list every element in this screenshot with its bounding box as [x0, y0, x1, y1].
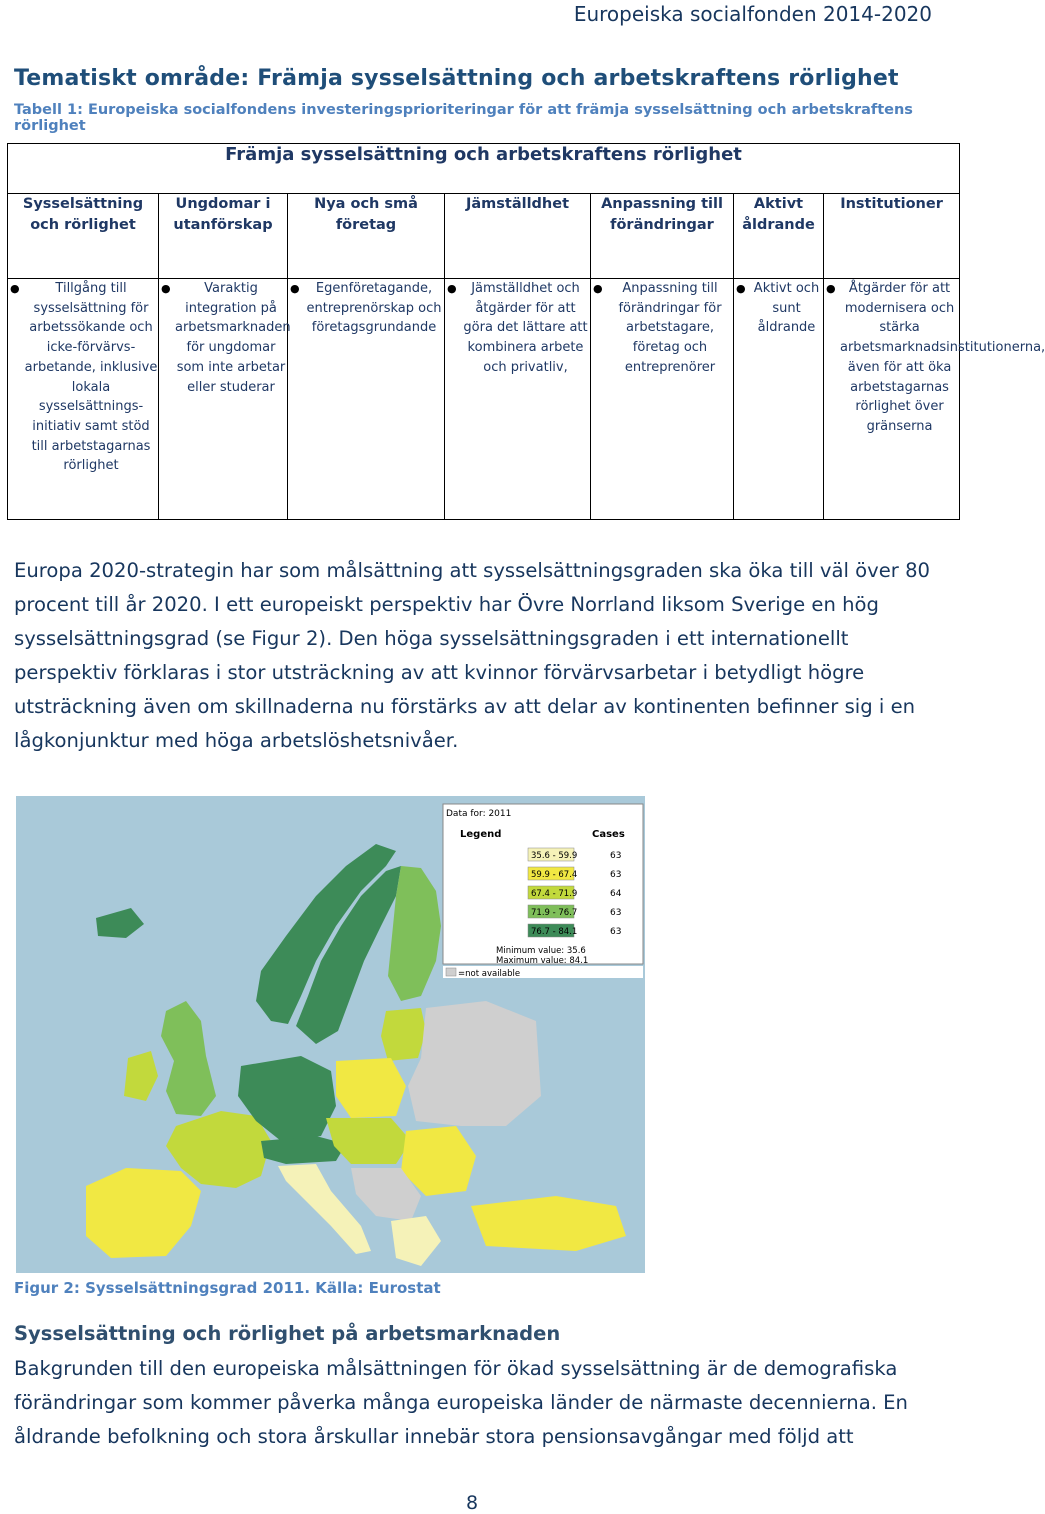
list-item [10, 279, 158, 476]
section-paragraph: Bakgrunden till den europeiska målsättningen för ökad sysselsättning är de demografiska förändringar som kommer påverka många europeiska länder de närmaste decennierna. En åldrande befolkning och stora årskullar innebär stora pensionsavgångar med följd att [14, 1357, 908, 1448]
bullet-icon: ● [826, 282, 836, 295]
not-available-label: =not available [458, 969, 521, 979]
column-header: Ungdomar i utanförskap [159, 194, 288, 279]
region-turkey [471, 1196, 626, 1251]
cases-title: Cases [592, 829, 625, 840]
region-baltics [381, 1008, 426, 1061]
list-item [826, 279, 1045, 437]
table-cell [445, 279, 591, 520]
list-item [736, 279, 823, 338]
column-header: Anpassning till förändringar [591, 194, 734, 279]
running-header: Europeiska socialfonden 2014-2020 [573, 2, 932, 26]
table-cell [8, 279, 159, 520]
body-paragraph: Europa 2020-strategin har som målsättning att sysselsättningsgraden ska öka till väl över 80 procent till år 2020. I ett europeiskt perspektiv har Övre Norrland liksom Sverige en hög sysselsättningsgrad (se Figur 2). Den höga sysselsättningsgraden i ett internationellt perspektiv förklaras i stor utsträckning av att kvinnor förvärvsarbetar i betydligt högre utsträckning även om skillnaderna nu förstärks av att delar av kontinenten befinner sig i en lågkonjunktur med höga arbetslöshetsnivåer. [14, 559, 931, 752]
legend-range: 71.9 - 76.7 [531, 908, 578, 918]
page-number: 8 [466, 1492, 479, 1514]
legend-not-available [443, 966, 643, 979]
not-available-swatch [446, 968, 456, 976]
priorities-table [7, 143, 1045, 520]
table-cell [288, 279, 445, 520]
bullet-icon: ● [736, 282, 746, 295]
region-east-unavailable [408, 1001, 541, 1126]
legend-cases: 64 [610, 889, 622, 899]
region-poland [336, 1058, 406, 1118]
table-cell [824, 279, 1045, 520]
topic-heading: Tematiskt område: Främja sysselsättning och arbetskraftens rörlighet [14, 66, 899, 91]
legend-cases: 63 [610, 927, 622, 937]
figure-caption: Figur 2: Sysselsättningsgrad 2011. Källa: Eurostat [14, 1279, 441, 1297]
list-item [290, 279, 444, 338]
employment-rate-map [16, 796, 645, 1273]
legend-cases: 63 [610, 870, 622, 880]
bullet-icon: ● [161, 282, 171, 295]
cell-text: Aktivt och sunt åldrande [753, 281, 820, 336]
legend-range: 76.7 - 84.1 [531, 927, 578, 937]
data-for-label: Data for: 2011 [446, 809, 512, 819]
bullet-icon: ● [290, 282, 300, 295]
table-cell [734, 279, 824, 520]
cell-text: Anpassning till förändringar för arbetstagare, företag och entreprenörer [618, 281, 722, 375]
column-header: Aktivt åldrande [734, 194, 824, 279]
legend-cases: 63 [610, 908, 622, 918]
legend-range: 59.9 - 67.4 [531, 870, 578, 880]
cell-text: Varaktig integration på arbetsmarknaden för ungdomar som inte arbetar eller studerar [175, 281, 291, 395]
list-item [447, 279, 590, 378]
table-title: Främja sysselsättning och arbetskraftens rörlighet [8, 144, 960, 194]
table-cell [159, 279, 291, 520]
legend-minimum: Minimum value: 35.6 [496, 946, 586, 956]
legend-title: Legend [460, 829, 502, 840]
list-item [161, 279, 291, 397]
cell-text: Åtgärder för att modernisera och stärka arbetsmarknadsinstitutionerna, även för att öka arbetstagarnas rörlighet över gränserna [840, 281, 1045, 434]
legend-range: 35.6 - 59.9 [531, 851, 578, 861]
bullet-icon: ● [593, 282, 603, 295]
table-cell [591, 279, 734, 520]
column-header: Jämställdhet [445, 194, 591, 279]
cell-text: Egenföretagande, entreprenörskap och företagsgrundande [306, 281, 442, 336]
legend-maximum: Maximum value: 84.1 [496, 956, 589, 966]
section-heading: Sysselsättning och rörlighet på arbetsmarknaden [14, 1322, 561, 1345]
map-legend [443, 804, 643, 966]
table-caption: Tabell 1: Europeiska socialfondens investeringsprioriteringar för att främja sysselsättning och arbetskraftens rörlighet [14, 102, 913, 134]
column-header: Institutioner [824, 194, 960, 279]
list-item [593, 279, 733, 378]
column-header: Sysselsättning och rörlighet [8, 194, 159, 279]
bullet-icon: ● [10, 282, 20, 295]
cell-text: Jämställdhet och åtgärder för att göra det lättare att kombinera arbete och privatliv, [463, 281, 588, 375]
cell-text: Tillgång till sysselsättning för arbetssökande och icke-förvärvs-arbetande, inklusive lokala sysselsättnings-initiativ samt stöd till arbetstagarnas rörlighet [24, 281, 158, 474]
legend-range: 67.4 - 71.9 [531, 889, 578, 899]
column-header: Nya och små företag [288, 194, 445, 279]
legend-cases: 63 [610, 851, 622, 861]
bullet-icon: ● [447, 282, 457, 295]
